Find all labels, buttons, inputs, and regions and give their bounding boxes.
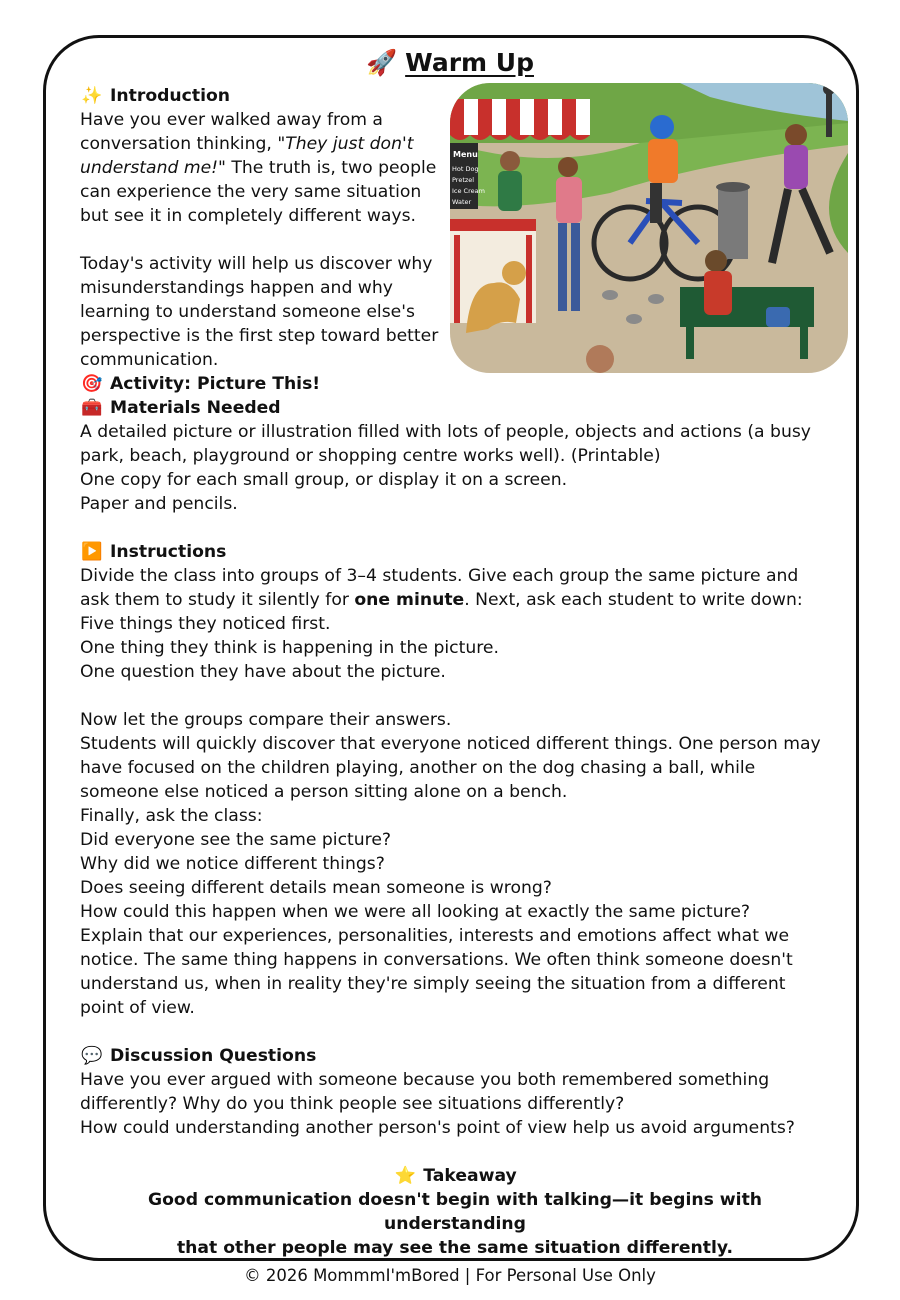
materials-heading: 🧰 Materials Needed bbox=[81, 398, 281, 418]
introduction-heading: ✨ Introduction bbox=[81, 86, 231, 106]
discussion-question: How could understanding another person's point of view help us avoid arguments? bbox=[80, 1118, 795, 1138]
class-question: Did everyone see the same picture? bbox=[80, 830, 392, 850]
title-text: Warm Up bbox=[405, 48, 534, 77]
footer-copyright: © 2026 MommmI'mBored | For Personal Use Only bbox=[244, 1266, 656, 1285]
discussion-heading: 💬 Discussion Questions bbox=[81, 1046, 317, 1066]
class-question: How could this happen when we were all looking at exactly the same picture? bbox=[80, 902, 751, 922]
instructions-finally: Finally, ask the class: bbox=[80, 806, 263, 826]
materials-item: Paper and pencils. bbox=[80, 494, 238, 514]
quote: "They just don't understand me!" bbox=[80, 134, 414, 178]
rocket-icon: 🚀 bbox=[366, 48, 398, 77]
instructions-list-item: One question they have about the picture. bbox=[80, 662, 446, 682]
introduction-paragraph: Have you ever walked away from a conversation thinking, "They just don't understand me!" The truth is, two people can experience the very same situation but see it in completely different ways. bbox=[80, 110, 437, 226]
menu-board-line: Hot Dog bbox=[452, 165, 479, 173]
play-button-icon: ▶️ bbox=[81, 542, 103, 562]
takeaway-line: that other people may see the same situation differently. bbox=[176, 1238, 734, 1258]
instructions-list-item: One thing they think is happening in the picture. bbox=[80, 638, 499, 658]
instructions-compare: Now let the groups compare their answers. bbox=[80, 710, 452, 730]
materials-item: One copy for each small group, or display it on a screen. bbox=[80, 470, 568, 490]
takeaway-heading: ⭐ Takeaway bbox=[394, 1166, 517, 1186]
instructions-discover: Students will quickly discover that everyone noticed different things. One person may have focused on the children playing, another on the dog chasing a ball, while someone else noticed a person sitting alone on a bench. bbox=[80, 734, 821, 802]
introduction-text bbox=[80, 84, 440, 372]
star-icon: ⭐ bbox=[394, 1166, 416, 1186]
park-illustration bbox=[450, 83, 848, 373]
introduction-paragraph-2: Today's activity will help us discover why misunderstandings happen and why learning to understand someone else's perspective is the first step toward better communication. bbox=[80, 254, 439, 370]
menu-board-line: Pretzel bbox=[452, 176, 475, 184]
emphasis: one minute bbox=[354, 590, 465, 610]
class-question: Why did we notice different things? bbox=[80, 854, 385, 874]
instructions-list-item: Five things they noticed first. bbox=[80, 614, 331, 634]
menu-board-line: Menu bbox=[453, 150, 478, 159]
instructions-heading: ▶️ Instructions bbox=[81, 542, 227, 562]
instructions-intro: Divide the class into groups of 3–4 students. Give each group the same picture and ask them to study it silently for one minute. Next, ask each student to write down: bbox=[80, 566, 803, 610]
instructions-explain: Explain that our experiences, personalities, interests and emotions affect what we notice. The same thing happens in conversations. We often think someone doesn't understand us, when in reality they're simply seeing the situation from a different point of view. bbox=[80, 926, 793, 1018]
discussion-question: Have you ever argued with someone because you both remembered something differently? Why do you think people see situations differently? bbox=[80, 1070, 770, 1114]
target-icon: 🎯 bbox=[81, 374, 103, 394]
page-title bbox=[0, 48, 900, 78]
materials-item: A detailed picture or illustration filled with lots of people, objects and actions (a busy park, beach, playground or shopping centre works well). (Printable) bbox=[80, 422, 811, 466]
introduction-section bbox=[80, 84, 830, 372]
menu-board-line: Water bbox=[452, 198, 472, 206]
activity-heading: 🎯 Activity: Picture This! bbox=[81, 374, 321, 394]
park-scene bbox=[450, 83, 848, 373]
takeaway-line: Good communication doesn't begin with talking—it begins with understanding bbox=[147, 1190, 763, 1234]
class-question: Does seeing different details mean someone is wrong? bbox=[80, 878, 552, 898]
menu-board-line: Ice Cream bbox=[452, 187, 485, 195]
sparkles-icon: ✨ bbox=[81, 86, 103, 106]
toolbox-icon: 🧰 bbox=[81, 398, 103, 418]
speech-bubble-icon: 💬 bbox=[81, 1046, 103, 1066]
content bbox=[80, 84, 830, 1260]
